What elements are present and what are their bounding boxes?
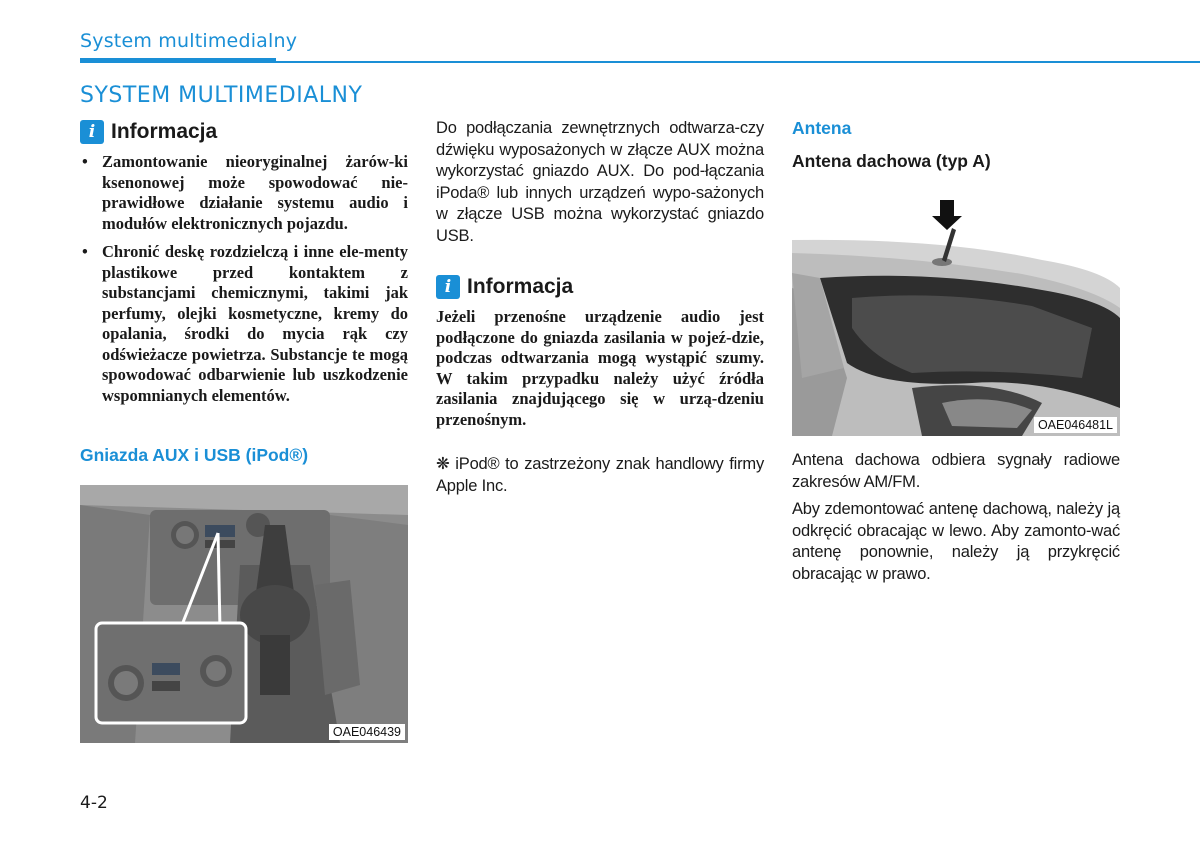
antenna-heading: Antena	[792, 118, 852, 138]
aux-usb-section	[80, 445, 408, 466]
image-code: OAE046439	[329, 724, 405, 740]
console-drawing	[80, 485, 408, 743]
antenna-paragraph-1: Antena dachowa odbiera sygnały radiowe zakresów AM/FM.	[792, 451, 1120, 491]
aux-usb-heading: Gniazda AUX i USB (iPod®)	[80, 445, 309, 465]
info-heading	[80, 120, 408, 144]
info-bullet-list	[80, 152, 408, 406]
info-icon: i	[80, 120, 104, 144]
column-left	[80, 120, 408, 414]
aux-usb-illustration	[80, 485, 408, 743]
trademark-note: ❋ iPod® to zastrzeżony znak handlowy firmy Apple Inc.	[436, 455, 764, 495]
running-header: System multimedialny	[80, 30, 298, 52]
section-title: SYSTEM MULTIMEDIALNY	[80, 83, 363, 108]
info-title: Informacja	[467, 275, 574, 298]
antenna-illustration	[792, 178, 1120, 436]
column-middle	[436, 118, 764, 497]
car-roof-drawing	[792, 178, 1120, 436]
info-text: Jeżeli przenośne urządzenie audio jest podłączone do gniazda zasilania w pojeź-dzie, podczas odtwarzania mogą wystąpić szumy. W takim przypadku należy użyć źródła zasilania znajdującego się w urzą-dzeniu przenośnym.	[436, 307, 764, 429]
header-rule	[276, 61, 1200, 63]
page-number: 4-2	[80, 793, 108, 813]
antenna-text	[792, 450, 1120, 585]
info-bullet: • Chronić deskę rozdzielczą i inne ele-menty plastikowe przed kontaktem z substancjami chemicznymi, takimi jak perfumy, olejki kosmetyczne, kremy do opalania, środki do mycia rąk czy odświeżacze powietrza. Substancje te mogą spowodować odbarwienie lub uszkodzenie wspomnianych elementów.	[80, 242, 408, 406]
info-heading-2	[436, 275, 764, 299]
header-rule-accent	[80, 58, 276, 63]
info-icon: i	[436, 275, 460, 299]
aux-usb-paragraph: Do podłączania zewnętrznych odtwarza-czy dźwięku wyposażonych w złącze AUX można wykorzystać gniazdo AUX. Do pod-łączania iPoda® lub innych urządzeń wypo-sażonych w złącze USB można wykorzystać gniazdo USB.	[436, 119, 764, 245]
info-title: Informacja	[111, 120, 218, 143]
column-right	[792, 118, 1120, 172]
antenna-paragraph-2: Aby zdemontować antenę dachową, należy ją odkręcić obracając w lewo. Aby zamonto-wać antenę ponownie, należy ją przykręcić obracając w prawo.	[792, 500, 1120, 583]
image-code: OAE046481L	[1034, 417, 1117, 433]
info-bullet: • Zamontowanie nieoryginalnej żarów-ki ksenonowej może spowodować nie-prawidłowe działanie systemu audio i modułów elektronicznych pojazdu.	[80, 152, 408, 234]
antenna-subheading: Antena dachowa (typ A)	[792, 151, 991, 171]
